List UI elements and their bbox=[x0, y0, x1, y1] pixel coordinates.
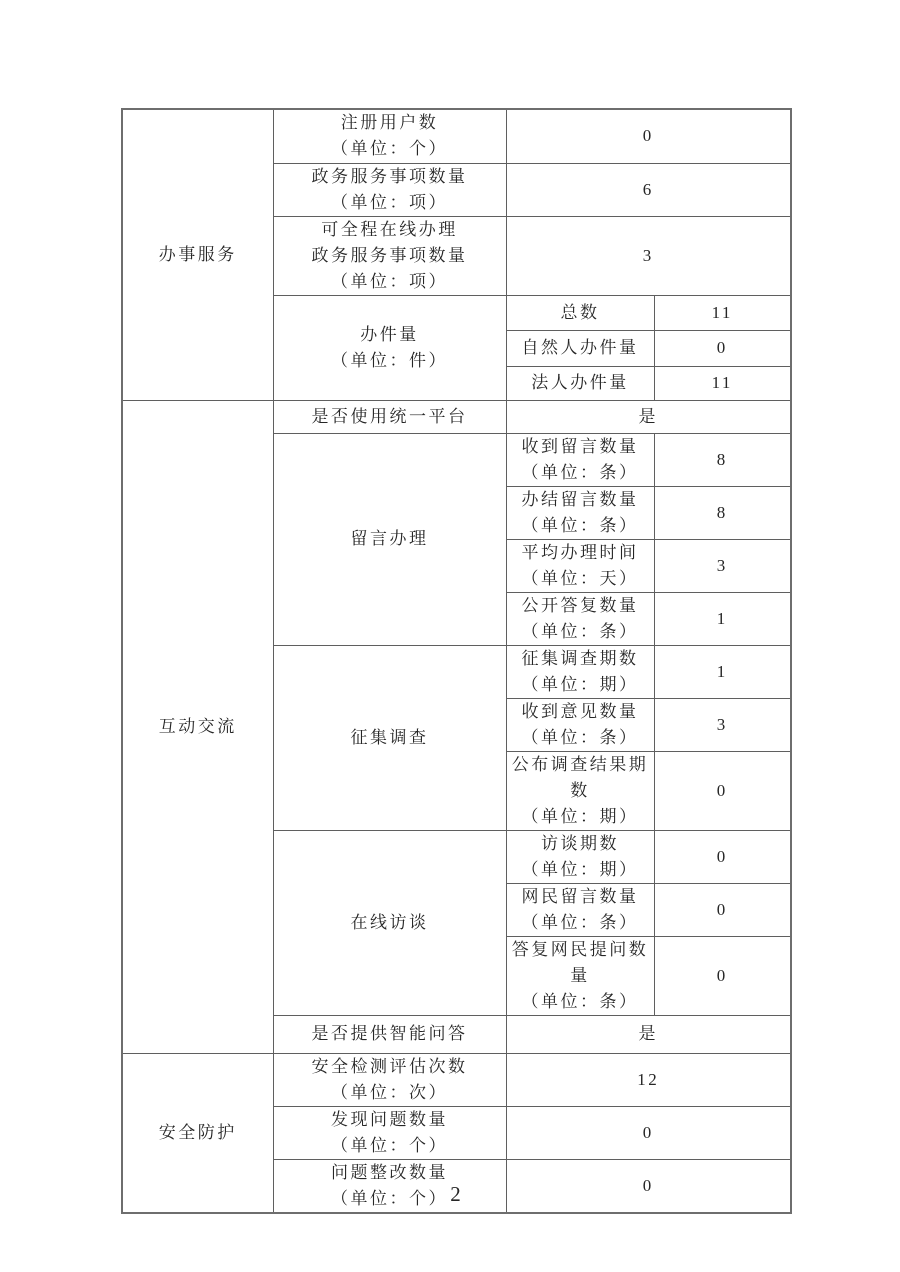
item-label: 安全检测评估次数 bbox=[311, 1056, 468, 1076]
value-cell: 6 bbox=[506, 163, 791, 216]
item-label: 政务服务事项数量 bbox=[311, 166, 468, 186]
value-cell: 1 bbox=[654, 592, 791, 645]
table-row bbox=[122, 1053, 791, 1106]
item-label: 问题整改数量 bbox=[331, 1162, 448, 1182]
subitem-unit: （单位：期） bbox=[521, 674, 639, 694]
value-cell: 11 bbox=[654, 295, 791, 330]
subitem-label: 办结留言数量 bbox=[521, 489, 639, 509]
subitem-cell bbox=[506, 486, 654, 539]
report-table bbox=[121, 108, 792, 1214]
subitem-cell bbox=[506, 433, 654, 486]
group-cell bbox=[273, 295, 506, 400]
value-cell: 3 bbox=[506, 216, 791, 295]
subitem-cell bbox=[506, 883, 654, 936]
subitem-label: 征集调查期数 bbox=[521, 648, 639, 668]
subitem-label: 收到留言数量 bbox=[521, 436, 639, 456]
category-label: 安全防护 bbox=[158, 1122, 237, 1142]
subitem-unit: （单位：条） bbox=[521, 515, 639, 535]
subitem-label: 网民留言数量 bbox=[521, 886, 639, 906]
item-cell: 是否提供智能问答 bbox=[273, 1015, 506, 1053]
item-unit: （单位：项） bbox=[331, 192, 448, 212]
subitem-cell bbox=[506, 645, 654, 698]
item-label: 可全程在线办理 bbox=[321, 219, 458, 239]
value-cell: 0 bbox=[506, 1159, 791, 1213]
subitem-label: 访谈期数 bbox=[541, 833, 619, 853]
item-cell bbox=[273, 1053, 506, 1106]
group-label: 留言办理 bbox=[350, 529, 429, 548]
item-cell bbox=[273, 109, 506, 163]
value-cell: 是 bbox=[506, 400, 791, 433]
value-cell: 0 bbox=[654, 751, 791, 830]
subitem-label: 公布调查结果期数 bbox=[511, 754, 649, 800]
item-unit: （单位：个） bbox=[331, 1135, 448, 1155]
value-cell: 0 bbox=[654, 883, 791, 936]
subitem-cell: 总数 bbox=[506, 295, 654, 330]
subitem-cell bbox=[506, 539, 654, 592]
value-cell: 3 bbox=[654, 698, 791, 751]
item-unit: （单位：次） bbox=[331, 1082, 448, 1102]
subitem-cell bbox=[506, 751, 654, 830]
subitem-unit: （单位：条） bbox=[521, 912, 639, 932]
value-cell: 8 bbox=[654, 486, 791, 539]
table-row bbox=[122, 109, 791, 163]
table-row bbox=[122, 400, 791, 433]
subitem-cell: 法人办件量 bbox=[506, 366, 654, 400]
subitem-unit: （单位：天） bbox=[521, 568, 639, 588]
subitem-cell bbox=[506, 592, 654, 645]
page-number: 2 bbox=[450, 1182, 461, 1206]
item-label: 注册用户数 bbox=[340, 113, 439, 133]
item-unit: （单位：个） bbox=[331, 1188, 448, 1208]
group-label: 在线访谈 bbox=[350, 912, 429, 932]
value-cell: 3 bbox=[654, 539, 791, 592]
item-cell bbox=[273, 216, 506, 295]
category-cell bbox=[122, 400, 273, 1053]
item-cell: 是否使用统一平台 bbox=[273, 400, 506, 433]
subitem-label: 平均办理时间 bbox=[521, 542, 639, 562]
subitem-cell bbox=[506, 830, 654, 883]
value-cell: 0 bbox=[506, 1106, 791, 1159]
subitem-label: 收到意见数量 bbox=[521, 701, 639, 721]
category-label: 互动交流 bbox=[158, 716, 237, 736]
value-cell: 0 bbox=[654, 936, 791, 1015]
subitem-unit: （单位：期） bbox=[521, 859, 639, 879]
value-cell: 1 bbox=[654, 645, 791, 698]
subitem-unit: （单位：条） bbox=[521, 991, 639, 1011]
subitem-unit: （单位：条） bbox=[521, 621, 639, 641]
subitem-unit: （单位：期） bbox=[521, 806, 639, 826]
item-unit: （单位：个） bbox=[331, 139, 448, 159]
subitem-unit: （单位：条） bbox=[521, 727, 639, 747]
subitem-label: 公开答复数量 bbox=[521, 595, 639, 615]
value-cell: 是 bbox=[506, 1015, 791, 1053]
value-cell: 12 bbox=[506, 1053, 791, 1106]
subitem-cell bbox=[506, 698, 654, 751]
item-cell bbox=[273, 1106, 506, 1159]
subitem-unit: （单位：条） bbox=[521, 462, 639, 482]
group-cell bbox=[273, 433, 506, 645]
group-cell bbox=[273, 645, 506, 830]
value-cell: 0 bbox=[654, 830, 791, 883]
category-label: 办事服务 bbox=[158, 244, 237, 264]
group-label: 办件量 bbox=[360, 324, 419, 344]
group-unit: （单位：件） bbox=[331, 350, 448, 370]
value-cell: 8 bbox=[654, 433, 791, 486]
group-label: 征集调查 bbox=[350, 727, 429, 747]
item-label: 发现问题数量 bbox=[331, 1109, 448, 1129]
value-cell: 0 bbox=[654, 330, 791, 366]
item-cell bbox=[273, 163, 506, 216]
subitem-cell: 自然人办件量 bbox=[506, 330, 654, 366]
item-unit: （单位：项） bbox=[331, 271, 448, 291]
value-cell: 11 bbox=[654, 366, 791, 400]
group-cell bbox=[273, 830, 506, 1015]
value-cell: 0 bbox=[506, 109, 791, 163]
category-cell bbox=[122, 109, 273, 400]
subitem-cell bbox=[506, 936, 654, 1015]
subitem-label: 答复网民提问数量 bbox=[511, 939, 649, 985]
item-label: 政务服务事项数量 bbox=[311, 245, 468, 265]
